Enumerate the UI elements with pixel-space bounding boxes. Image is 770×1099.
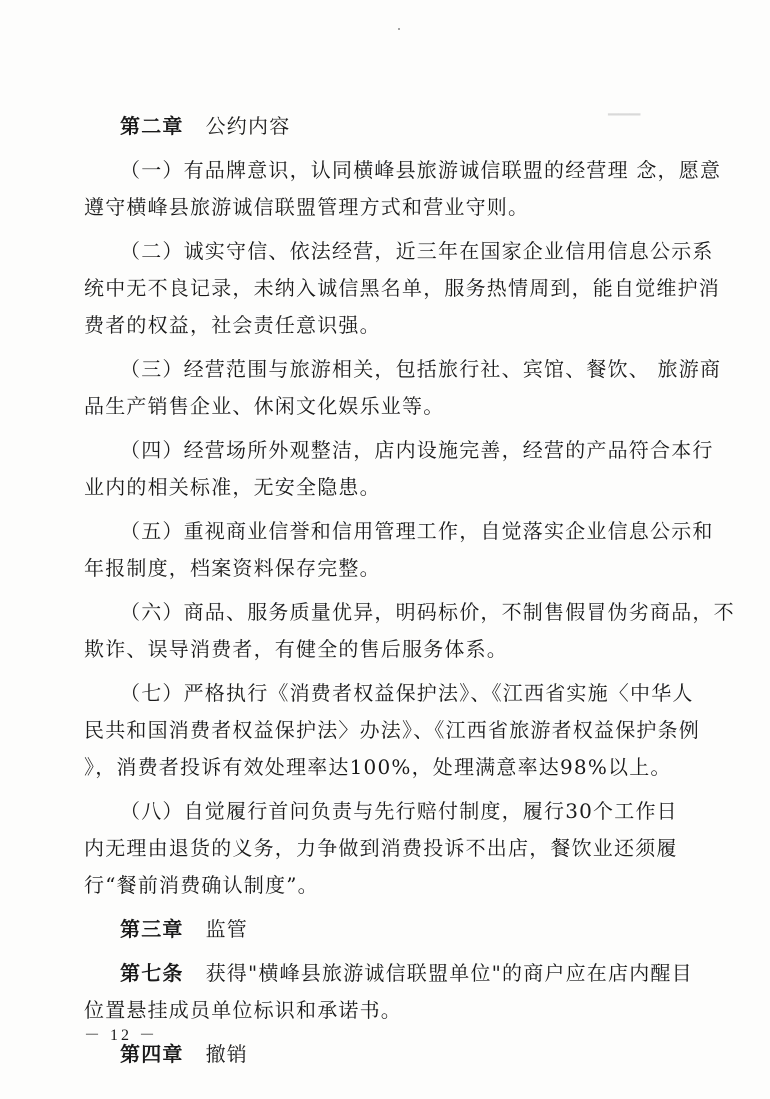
- chapter-3-number: 第三章: [120, 917, 184, 941]
- item-1-line-1: （一）有品牌意识，认同横峰县旅游诚信联盟的经营理 念，愿意: [120, 158, 722, 182]
- item-2-line-3: 费者的权益，社会责任意识强。: [84, 313, 381, 337]
- scan-speck: [398, 28, 400, 30]
- article-7-number: 第七条: [120, 961, 184, 985]
- item-6-line-2: 欺诈、误导消费者，有健全的售后服务体系。: [84, 637, 508, 661]
- item-7-line-3: 》，消费者投诉有效处理率达100%，处理满意率达98%以上。: [84, 755, 672, 779]
- chapter-2-number: 第二章: [120, 114, 184, 138]
- item-3-line-1: （三）经营范围与旅游相关，包括旅行社、宾馆、餐饮、 旅游商: [120, 357, 722, 381]
- item-1-line-2: 遵守横峰县旅游诚信联盟管理方式和营业守则。: [84, 195, 530, 219]
- chapter-3-heading: [84, 911, 672, 948]
- item-2-line-1: （二）诚实守信、依法经营，近三年在国家企业信用信息公示系: [120, 239, 714, 263]
- item-7-line-2: 民共和国消费者权益保护法〉办法》、《江西省旅游者权益保护条例: [84, 718, 700, 742]
- item-5-line-1: （五）重视商业信誉和信用管理工作，自觉落实企业信息公示和: [120, 519, 714, 543]
- page-number: － 12 －: [84, 1027, 159, 1044]
- item-8-line-3: 行“餐前消费确认制度”。: [84, 873, 319, 897]
- item-4-line-1: （四）经营场所外观整洁，店内设施完善，经营的产品符合本行: [120, 438, 714, 462]
- article-7-line-2: 位置悬挂成员单位标识和承诺书。: [84, 998, 402, 1022]
- article-7-line-1: [84, 955, 693, 992]
- item-8-line-1: （八）自觉履行首问负责与先行赔付制度，履行30个工作日: [120, 799, 678, 823]
- item-5-line-2: 年报制度，档案资料保存完整。: [84, 556, 381, 580]
- chapter-4-title: 撤销: [205, 1042, 249, 1066]
- chapter-3-title: 监管: [205, 917, 249, 941]
- item-6-line-1: （六）商品、服务质量优异，明码标价，不制售假冒伪劣商品，不: [120, 600, 735, 624]
- chapter-2-heading: [84, 108, 672, 145]
- bleed-through-mark: ▁▁▁: [608, 100, 641, 116]
- chapter-4-heading: [84, 1036, 672, 1073]
- document-body: [84, 108, 735, 1073]
- item-3-line-2: 品生产销售企业、休闲文化娱乐业等。: [84, 394, 445, 418]
- item-7-line-1: （七）严格执行《消费者权益保护法》、《江西省实施〈中华人: [120, 681, 694, 705]
- item-8-line-2: 内无理由退货的义务，力争做到消费投诉不出店，餐饮业还须履: [84, 836, 678, 860]
- item-4-line-2: 业内的相关标准，无安全隐患。: [84, 475, 381, 499]
- chapter-2-title: 公约内容: [205, 114, 291, 138]
- article-7-text: 获得"横峰县旅游诚信联盟单位"的商户应在店内醒目: [205, 961, 693, 985]
- item-2-line-2: 统中无不良记录，未纳入诚信黑名单，服务热情周到，能自觉维护消: [84, 276, 720, 300]
- chapter-4-number: 第四章: [120, 1042, 184, 1066]
